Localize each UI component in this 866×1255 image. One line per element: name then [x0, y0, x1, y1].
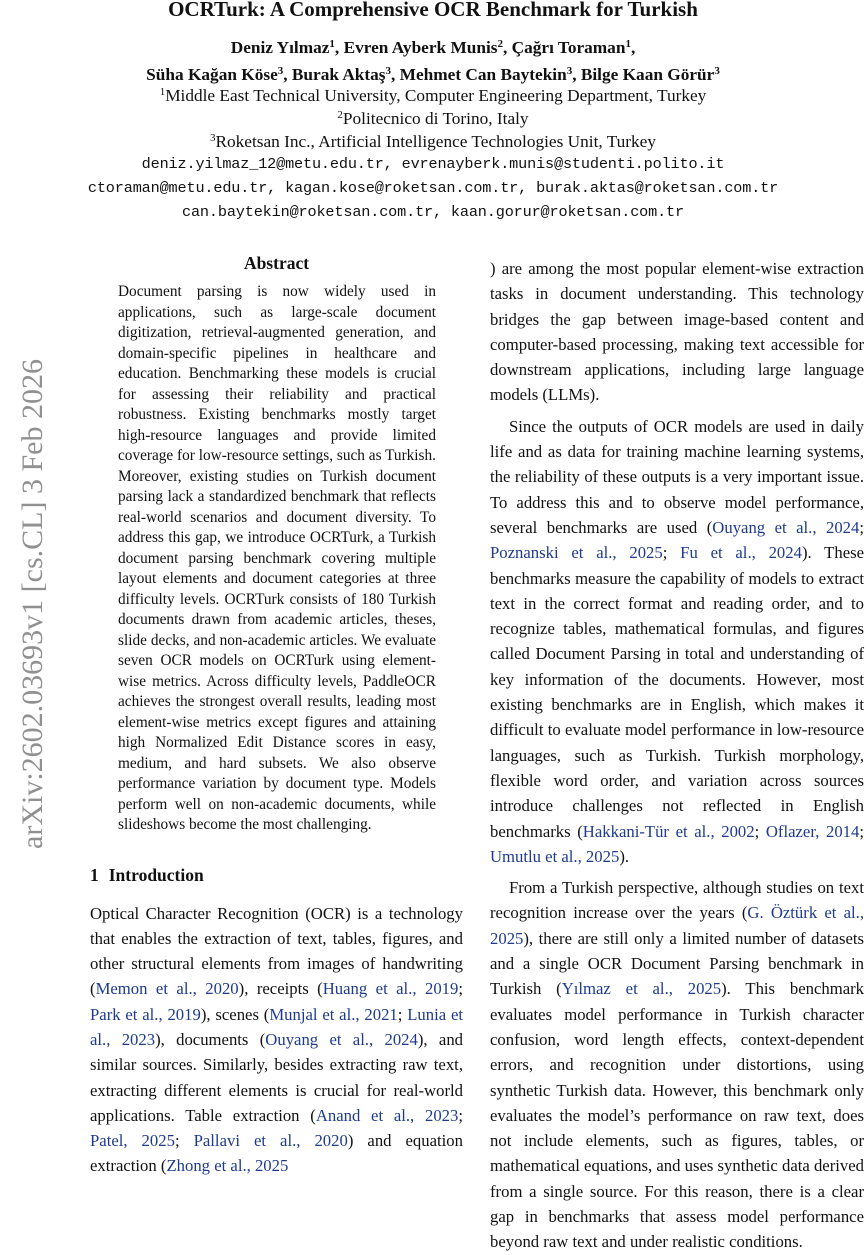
paragraph-text: ;	[859, 517, 864, 537]
citation-link[interactable]: Fu et al., 2024	[680, 543, 802, 563]
paragraph	[490, 875, 864, 1254]
citation-link[interactable]: Park et al., 2019	[90, 1004, 201, 1024]
citation-link[interactable]: Patel, 2025	[90, 1131, 175, 1151]
citation-link[interactable]: Oflazer, 2014	[765, 821, 860, 841]
author-list	[0, 34, 866, 88]
email-line: ctoraman@metu.edu.tr, kagan.kose@roketsan.com.tr, burak.aktas@roketsan.com.tr	[87, 179, 779, 197]
paragraph-text: ;	[397, 1004, 408, 1024]
paragraph-part-1	[90, 901, 463, 1179]
author-name: Deniz Yılmaz	[230, 38, 330, 57]
citation-link[interactable]: Pallavi et al., 2020	[193, 1131, 348, 1151]
paragraph-text: ), scenes (	[200, 1004, 270, 1024]
citation-link[interactable]: Poznanski et al., 2025	[490, 543, 663, 563]
author-name: Evren Ayberk Munis	[343, 38, 498, 57]
paper-title: OCRTurk: A Comprehensive OCR Benchmark for Turkish	[168, 0, 698, 21]
citation-link[interactable]: Anand et al., 2023	[315, 1105, 459, 1125]
paragraph-text: ), documents (	[155, 1029, 266, 1049]
paragraph-text: Optical Character Recognition (OCR) is a technology that enables the extraction of text, tables, figures, and other structural elements from images of handwriting (	[90, 903, 463, 999]
paragraph-text: ;	[458, 979, 464, 999]
abstract-body: Document parsing is now widely used in applications, such as large-scale document digitization, retrieval-augmented generation, and domain-specific pipelines in healthcare and education. Benchmarking these models is crucial for assessing their reliability and practical robustness. Existing benchmarks mostly target high-resource languages and provide limited coverage for low-resource settings, such as Turkish. Moreover, existing studies on Turkish document parsing lack a standardized benchmark that reflects real-world scenarios and document diversity. To address this gap, we introduce OCRTurk, a Turkish document parsing benchmark covering multiple layout elements and document categories at three difficulty levels. OCRTurk consists of 180 Turkish documents drawn from academic articles, theses, slide decks, and non-academic articles. We evaluate seven OCR models on OCRTurk using element-wise metrics. Across difficulty levels, PaddleOCR achieves the strongest overall results, leading most element-wise metrics except figures and attaining high Normalized Edit Distance scores in easy, medium, and hard subsets. We also observe performance variation by document type. Models perform well on non-academic documents, while slideshows become the most challenging.	[118, 283, 436, 833]
paragraph-text: ;	[458, 1105, 463, 1125]
paragraph-text: Since the outputs of OCR models are used in daily life and as data for training machine learning systems, the reliability of these outputs is a very important issue. To address this and to observe model performance, several benchmarks are used (	[490, 416, 864, 537]
affiliation: $^1$Middle East Technical University, Computer Engineering Department, Turkey	[159, 86, 707, 105]
citation-link[interactable]: Memon et al., 2020	[95, 979, 239, 999]
citation-link[interactable]: Zhong et al., 2025	[166, 1156, 289, 1176]
paragraph-text: ), receipts (	[238, 979, 323, 999]
paragraph-text: ;	[662, 543, 681, 563]
email-list	[0, 152, 866, 224]
citation-link[interactable]: Hakkani-Tür et al., 2002	[582, 821, 755, 841]
citation-link[interactable]: Munjal et al., 2021	[269, 1004, 398, 1024]
paragraph-text: From a Turkish perspective, although studies on text recognition increase over the years (	[490, 878, 864, 923]
citation-link[interactable]: Lunia et al., 2023	[90, 1004, 463, 1049]
author-line: Deniz Yılmaz$^1$, Evren Ayberk Munis$^2$, Çağrı Toraman$^1$,	[230, 38, 636, 57]
author-name: Burak Aktaş	[291, 65, 386, 84]
author-name: Süha Kağan Köse	[146, 65, 278, 84]
citation-link[interactable]: Huang et al., 2019	[322, 979, 459, 999]
section-heading-introduction: 1 Introduction	[90, 864, 204, 885]
author-line: Süha Kağan Köse$^3$, Burak Aktaş$^3$, Mehmet Can Baytekin$^3$, Bilge Kaan Görür$^3$	[146, 65, 720, 84]
paragraph-text: ), there are still only a limited number of datasets and a single OCR Document Parsing benchmark in Turkish (	[490, 928, 864, 999]
right-column	[490, 256, 864, 1255]
affiliation: $^3$Roketsan Inc., Artificial Intelligence Technologies Unit, Turkey	[210, 132, 656, 151]
arxiv-stamp: arXiv:2602.03693v1 [cs.CL] 3 Feb 2026	[16, 359, 49, 849]
citation-link[interactable]: G. Öztürk et al., 2025	[490, 903, 864, 948]
paragraph-text: ;	[859, 821, 865, 841]
paragraph-text: ;	[174, 1131, 194, 1151]
affiliation-list	[0, 84, 866, 153]
left-column	[90, 250, 463, 1179]
paragraph-text: ). This benchmark evaluates model performance in Turkish character confusion, word length effects, context-dependent errors, and recognition under distortions, using synthetic Turkish data. However, this benchmark only evaluates the model’s performance on raw text, does not include elements, such as figures, tables, or mathematical equations, and uses synthetic data derived from a single source. For this reason, there is a clear gap in benchmarks that assess model performance beyond raw text and under realistic conditions.	[490, 979, 864, 1252]
paragraph	[490, 414, 864, 869]
email-line: can.baytekin@roketsan.com.tr, kaan.gorur@roketsan.com.tr	[182, 203, 684, 221]
email-line: deniz.yilmaz_12@metu.edu.tr, evrenayberk.munis@studenti.polito.it	[141, 155, 725, 173]
paragraph-part-2	[490, 256, 864, 408]
citation-link[interactable]: Ouyang et al., 2024	[712, 517, 860, 537]
author-name: Çağrı Toraman	[511, 38, 626, 57]
author-name: Mehmet Can Baytekin	[399, 65, 567, 84]
citation-link[interactable]: Ouyang et al., 2024	[265, 1029, 418, 1049]
author-name: Bilge Kaan Görür	[580, 65, 715, 84]
paragraph-text: ).	[619, 846, 630, 866]
citation-link[interactable]: Umutlu et al., 2025	[490, 846, 620, 866]
paragraph-text: ;	[754, 821, 766, 841]
affiliation: $^2$Politecnico di Torino, Italy	[337, 109, 529, 128]
paragraph-text: ), and similar sources. Similarly, besides extracting raw text, extracting different elements is crucial for real-world applications. Table extraction (	[90, 1029, 464, 1125]
paragraph-text: ) are among the most popular element-wise extraction tasks in document understanding. This technology bridges the gap between image-based content and computer-based processing, making text accessible for downstream applications, including large language models (LLMs).	[490, 259, 864, 405]
paragraph-text: ). These benchmarks measure the capability of models to extract text in the correct format and reading order, and to recognize tables, mathematical formulas, and figures called Document Parsing in total and understanding of key information of the documents. However, most existing benchmarks are in English, which makes it difficult to evaluate model performance in low-resource languages, such as Turkish. Turkish morphology, flexible word order, and variation across sources introduce challenges not reflected in English benchmarks (	[490, 543, 865, 841]
citation-link[interactable]: Yılmaz et al., 2025	[561, 979, 722, 999]
paragraph-text: ) and equation extraction (	[90, 1131, 463, 1176]
abstract-heading: Abstract	[243, 253, 310, 273]
